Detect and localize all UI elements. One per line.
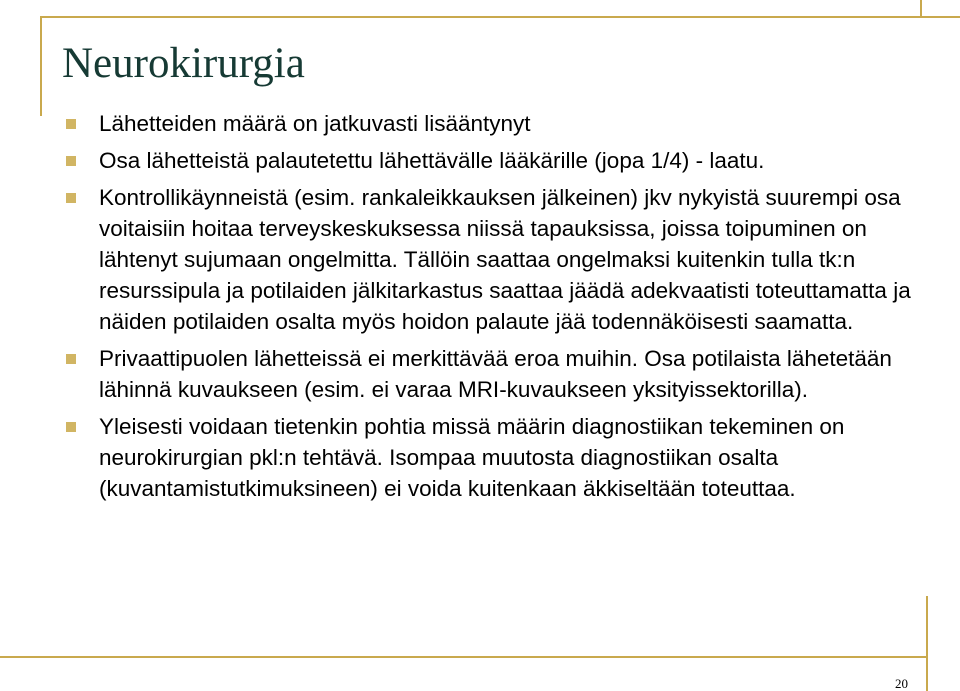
- bullet-text: Yleisesti voidaan tietenkin pohtia missä määrin diagnostiikan tekeminen on neurokirurgian pkl:n tehtävä. Isompaa muutosta diagnostiikan osalta (kuvantamistutkimuksineen) ei voida kuitenkaan äkkiseltään toteuttaa.: [99, 414, 845, 501]
- square-bullet-icon: [66, 422, 76, 432]
- slide-title: Neurokirurgia: [62, 40, 305, 87]
- page-number: 20: [895, 676, 908, 691]
- bullet-list: [62, 108, 912, 510]
- bullet-text: Lähetteiden määrä on jatkuvasti lisääntynyt: [99, 111, 531, 136]
- square-bullet-icon: [66, 156, 76, 166]
- bullet-text: Kontrollikäynneistä (esim. rankaleikkauksen jälkeinen) jkv nykyistä suurempi osa voitaisiin hoitaa terveyskeskuksessa niissä tapauksissa, joissa toipuminen on lähtenyt sujumaan ongelmitta. Tällöin saattaa ongelmaksi kuitenkin tulla tk:n resurssipula ja potilaiden jälkitarkastus saattaa jäädä adekvaatisti toteuttamatta ja näiden potilaiden osalta myös hoidon palaute jää todennäköisesti saamatta.: [99, 185, 911, 334]
- bullet-item: [62, 411, 912, 504]
- square-bullet-icon: [66, 119, 76, 129]
- square-bullet-icon: [66, 193, 76, 203]
- frame-line-right: [926, 596, 928, 691]
- bullet-item: [62, 182, 912, 337]
- bullet-text: Osa lähetteistä palautetettu lähettävälle lääkärille (jopa 1/4) - laatu.: [99, 148, 765, 173]
- frame-line-top-right: [920, 0, 922, 18]
- frame-line-left: [40, 16, 42, 116]
- bullet-item: [62, 108, 912, 139]
- frame-line-bottom: [0, 656, 928, 658]
- bullet-item: [62, 343, 912, 405]
- square-bullet-icon: [66, 354, 76, 364]
- frame-line-top: [40, 16, 960, 18]
- bullet-text: Privaattipuolen lähetteissä ei merkittävää eroa muihin. Osa potilaista lähetetään lähinnä kuvaukseen (esim. ei varaa MRI-kuvaukseen yksityissektorilla).: [99, 346, 892, 402]
- bullet-item: [62, 145, 912, 176]
